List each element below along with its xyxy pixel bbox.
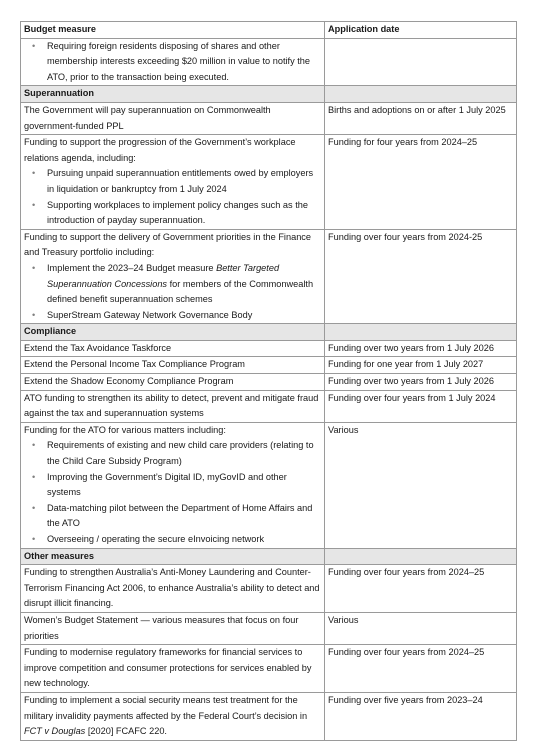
table-row [21,135,517,230]
table-row [21,229,517,324]
bullet-item: • Requiring foreign residents disposing of shares and other membership interests exceeding $20 million in value to notify the ATO, prior to the transaction being executed. [24,39,321,86]
application-date-cell: Funding over four years from 2024–25 [325,645,517,693]
table-row [21,422,517,548]
application-date-cell: Funding over five years from 2023–24 [325,692,517,740]
header-budget-measure: Budget measure [21,22,325,39]
section-heading-blank [325,548,517,565]
section-heading: Other measures [21,548,325,565]
application-date-cell: Funding for four years from 2024–25 [325,135,517,230]
bullet-item [24,261,321,308]
application-date-cell: Funding over four years from 2024–25 [325,565,517,613]
application-date-cell: Funding over four years from 1 July 2024 [325,390,517,422]
section-heading: Superannuation [21,86,325,103]
application-date-cell: Various [325,422,517,548]
measure-cell [21,135,325,230]
bullet-item: • SuperStream Gateway Network Governance Body [24,308,321,324]
measure-cell [21,229,325,324]
section-row-superannuation [21,86,517,103]
application-date-cell: Funding over four years from 2024-25 [325,229,517,324]
section-heading: Compliance [21,324,325,341]
measure-cell: The Government will pay superannuation on Commonwealth government-funded PPL [21,102,325,134]
bullet-list [24,166,321,228]
application-date-cell: Funding over two years from 1 July 2026 [325,340,517,357]
measure-text: Funding to support the progression of the Government’s workplace relations agenda, including: [24,137,296,163]
bullet-list [24,261,321,323]
table-row [21,38,517,86]
application-date-cell [325,38,517,86]
table-row [21,102,517,134]
bullet-item: • Supporting workplaces to implement policy changes such as the introduction of payday superannuation. [24,198,321,229]
measure-cell [21,422,325,548]
header-application-date: Application date [325,22,517,39]
measure-cell: ATO funding to strengthen its ability to detect, prevent and mitigate fraud against the tax and superannuation systems [21,390,325,422]
table-row [21,340,517,357]
measure-text: Funding to implement a social security means test treatment for the military invalidity payments affected by the Federal Court’s decision in [24,694,308,721]
measure-cell [21,38,325,86]
application-date-cell: Births and adoptions on or after 1 July 2025 [325,102,517,134]
bullet-item: • Pursuing unpaid superannuation entitlements owed by employers in liquidation or bankruptcy from 1 July 2024 [24,166,321,197]
bullet-item: • Data-matching pilot between the Department of Home Affairs and the ATO [24,501,321,532]
table-row [21,692,517,740]
bullet-list [24,438,321,547]
measure-cell: Extend the Shadow Economy Compliance Program [21,374,325,391]
bullet-text: Implement the 2023–24 Budget measure [47,262,217,273]
measure-text: Funding to support the delivery of Government priorities in the Finance and Treasury portfolio including: [24,231,312,258]
measure-text: Funding for the ATO for various matters including: [24,424,226,435]
measure-cell: Extend the Tax Avoidance Taskforce [21,340,325,357]
measure-cell [21,692,325,740]
application-date-cell: Various [325,612,517,644]
section-row-other-measures [21,548,517,565]
budget-measures-table [20,21,517,741]
table-row [21,612,517,644]
measure-name-italic: Better Targeted Superannuation Concessions [47,262,280,289]
bullet-list [24,39,321,86]
section-heading-blank [325,324,517,341]
measure-text: [2020] FCAFC 220. [85,726,167,737]
measure-cell: Women’s Budget Statement — various measures that focus on four priorities [21,612,325,644]
bullet-text: for members of the Commonwealth defined benefit superannuation schemes [47,278,314,305]
measure-cell: Funding to modernise regulatory frameworks for financial services to improve competition and consumer protections for services enabled by new technology. [21,645,325,693]
table-header-row [21,22,517,39]
section-heading-blank [325,86,517,103]
bullet-item: • Requirements of existing and new child care providers (relating to the Child Care Subsidy Program) [24,438,321,469]
bullet-item: • Overseeing / operating the secure eInvoicing network [24,532,321,548]
table-row [21,645,517,693]
application-date-cell: Funding over two years from 1 July 2026 [325,374,517,391]
application-date-cell: Funding for one year from 1 July 2027 [325,357,517,374]
bullet-item: • Improving the Government’s Digital ID, myGovID and other systems [24,470,321,501]
table-row [21,390,517,422]
table-row [21,374,517,391]
table-row [21,565,517,613]
measure-cell: Funding to strengthen Australia’s Anti-Money Laundering and Counter-Terrorism Financing Act 2006, to enhance Australia’s ability to detect and disrupt illicit financing. [21,565,325,613]
case-name-italic: FCT v Douglas [24,726,86,737]
table-row [21,357,517,374]
section-row-compliance [21,324,517,341]
measure-cell: Extend the Personal Income Tax Compliance Program [21,357,325,374]
